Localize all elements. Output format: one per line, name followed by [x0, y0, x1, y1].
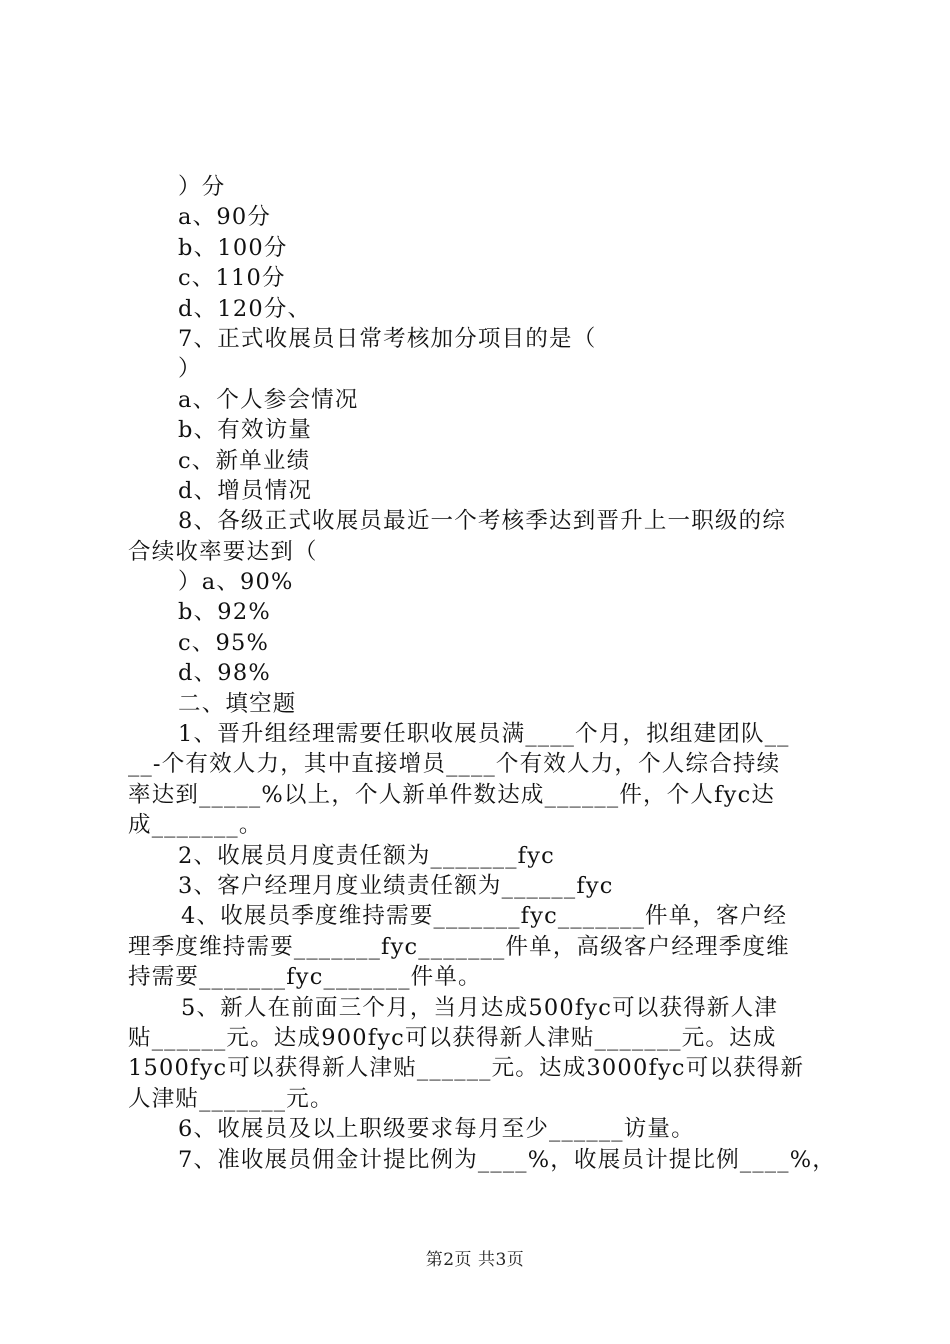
text-line: ）分 — [178, 174, 226, 200]
fill-question-1: 1、晋升组经理需要任职收展员满____个月，拟组建团队__ — [178, 721, 790, 748]
option-d: d、120分、 — [178, 295, 312, 322]
option-a: a、90分 — [178, 204, 272, 231]
text-line: 1500fyc可以获得新人津贴______元。达成3000fyc可以获得新 — [128, 1055, 805, 1082]
option-a: a、个人参会情况 — [178, 386, 359, 413]
text-line: 持需要_______fyc_______件单。 — [128, 964, 482, 991]
option-a: ）a、90% — [178, 569, 294, 596]
fill-question-3: 3、客户经理月度业绩责任额为______fyc — [178, 872, 614, 899]
page-footer: 第2页 共3页 — [425, 1250, 525, 1270]
document-body — [128, 172, 836, 1175]
text-line: 成_______。 — [128, 812, 263, 839]
option-b: b、100分 — [178, 234, 288, 261]
option-c: c、110分 — [178, 265, 286, 292]
option-b: b、92% — [178, 599, 271, 626]
option-c: c、新单业绩 — [178, 447, 311, 474]
fill-question-4: 4、收展员季度维持需要_______fyc_______件单，客户经 — [181, 903, 788, 930]
text-line: __-个有效人力，其中直接增员____个有效人力，个人综合持续 — [128, 751, 781, 778]
question-7: 7、正式收展员日常考核加分项目的是（ — [178, 325, 597, 352]
text-line: 率达到_____%以上，个人新单件数达成______件，个人fyc达 — [128, 781, 776, 808]
option-d: d、98% — [178, 660, 271, 687]
fill-question-5: 5、新人在前面三个月，当月达成500fyc可以获得新人津 — [181, 994, 779, 1021]
fill-question-6: 6、收展员及以上职级要求每月至少______访量。 — [178, 1116, 695, 1143]
text-line: 贴______元。达成900fyc可以获得新人津贴_______元。达成 — [128, 1024, 777, 1051]
section-heading: 二、填空题 — [178, 690, 297, 717]
fill-question-2: 2、收展员月度责任额为_______fyc — [178, 842, 555, 869]
question-8: 8、各级正式收展员最近一个考核季达到晋升上一职级的综 — [178, 508, 787, 535]
option-b: b、有效访量 — [178, 417, 313, 444]
option-d: d、增员情况 — [178, 477, 313, 504]
text-line: 人津贴_______元。 — [128, 1085, 334, 1112]
text-line: 合续收率要达到（ — [128, 538, 318, 565]
text-line: 理季度维持需要_______fyc_______件单，高级客户经理季度维 — [128, 933, 790, 960]
text-line: ） — [178, 356, 202, 383]
option-c: c、95% — [178, 629, 270, 656]
fill-question-7: 7、准收展员佣金计提比例为____%，收展员计提比例____%， — [178, 1146, 836, 1173]
